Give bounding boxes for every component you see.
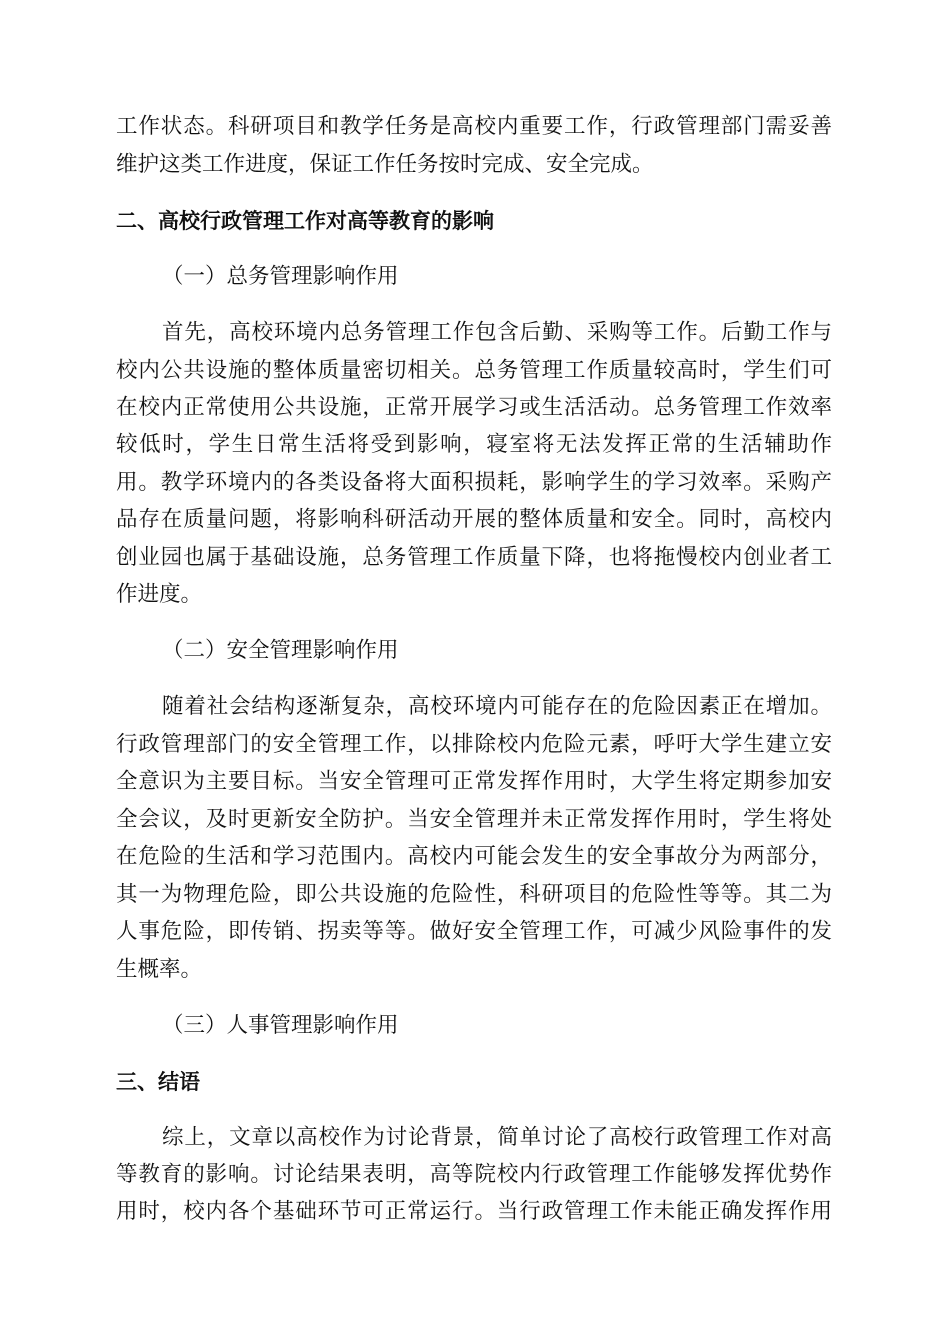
- subsection-heading: （二）安全管理影响作用: [162, 638, 399, 663]
- paragraph-line: 维护这类工作进度，保证工作任务按时完成、安全完成。: [116, 152, 654, 177]
- paragraph-line: 全会议，及时更新安全防护。当安全管理并未正常发挥作用时，学生将处: [116, 807, 832, 832]
- paragraph-line: 用。教学环境内的各类设备将大面积损耗，影响学生的学习效率。采购产: [116, 470, 832, 495]
- paragraph-line: 用时，校内各个基础环节可正常运行。当行政管理工作未能正确发挥作用: [116, 1199, 832, 1224]
- paragraph-line: 人事危险，即传销、拐卖等等。做好安全管理工作，可减少风险事件的发: [116, 919, 832, 944]
- paragraph-line: 其一为物理危险，即公共设施的危险性，科研项目的危险性等等。其二为: [116, 882, 832, 907]
- subsection-heading: （一）总务管理影响作用: [162, 264, 399, 289]
- paragraph-line: 随着社会结构逐渐复杂，高校环境内可能存在的危险因素正在增加。: [162, 694, 832, 719]
- section-heading: 三、结语: [116, 1070, 200, 1094]
- paragraph-line: 较低时，学生日常生活将受到影响，寝室将无法发挥正常的生活辅助作: [116, 432, 832, 457]
- paragraph-line: 行政管理部门的安全管理工作，以排除校内危险元素，呼吁大学生建立安: [116, 732, 832, 757]
- paragraph-line: 工作状态。科研项目和教学任务是高校内重要工作，行政管理部门需妥善: [116, 114, 832, 139]
- paragraph-line: 在校内正常使用公共设施，正常开展学习或生活活动。总务管理工作效率: [116, 395, 832, 420]
- paragraph-line: 生概率。: [116, 957, 203, 982]
- paragraph-line: 全意识为主要目标。当安全管理可正常发挥作用时，大学生将定期参加安: [116, 769, 832, 794]
- paragraph-line: 作进度。: [116, 582, 203, 607]
- paragraph-line: 首先，高校环境内总务管理工作包含后勤、采购等工作。后勤工作与: [162, 320, 832, 345]
- paragraph-line: 综上，文章以高校作为讨论背景，简单讨论了高校行政管理工作对高: [162, 1125, 832, 1150]
- subsection-heading: （三）人事管理影响作用: [162, 1013, 399, 1038]
- paragraph-line: 创业园也属于基础设施，总务管理工作质量下降，也将拖慢校内创业者工: [116, 545, 832, 570]
- paragraph-line: 在危险的生活和学习范围内。高校内可能会发生的安全事故分为两部分，: [116, 844, 832, 869]
- paragraph-line: 校内公共设施的整体质量密切相关。总务管理工作质量较高时，学生们可: [116, 358, 832, 383]
- section-heading: 二、高校行政管理工作对高等教育的影响: [116, 209, 494, 233]
- paragraph-line: 品存在质量问题，将影响科研活动开展的整体质量和安全。同时，高校内: [116, 507, 832, 532]
- paragraph-line: 等教育的影响。讨论结果表明，高等院校内行政管理工作能够发挥优势作: [116, 1162, 832, 1187]
